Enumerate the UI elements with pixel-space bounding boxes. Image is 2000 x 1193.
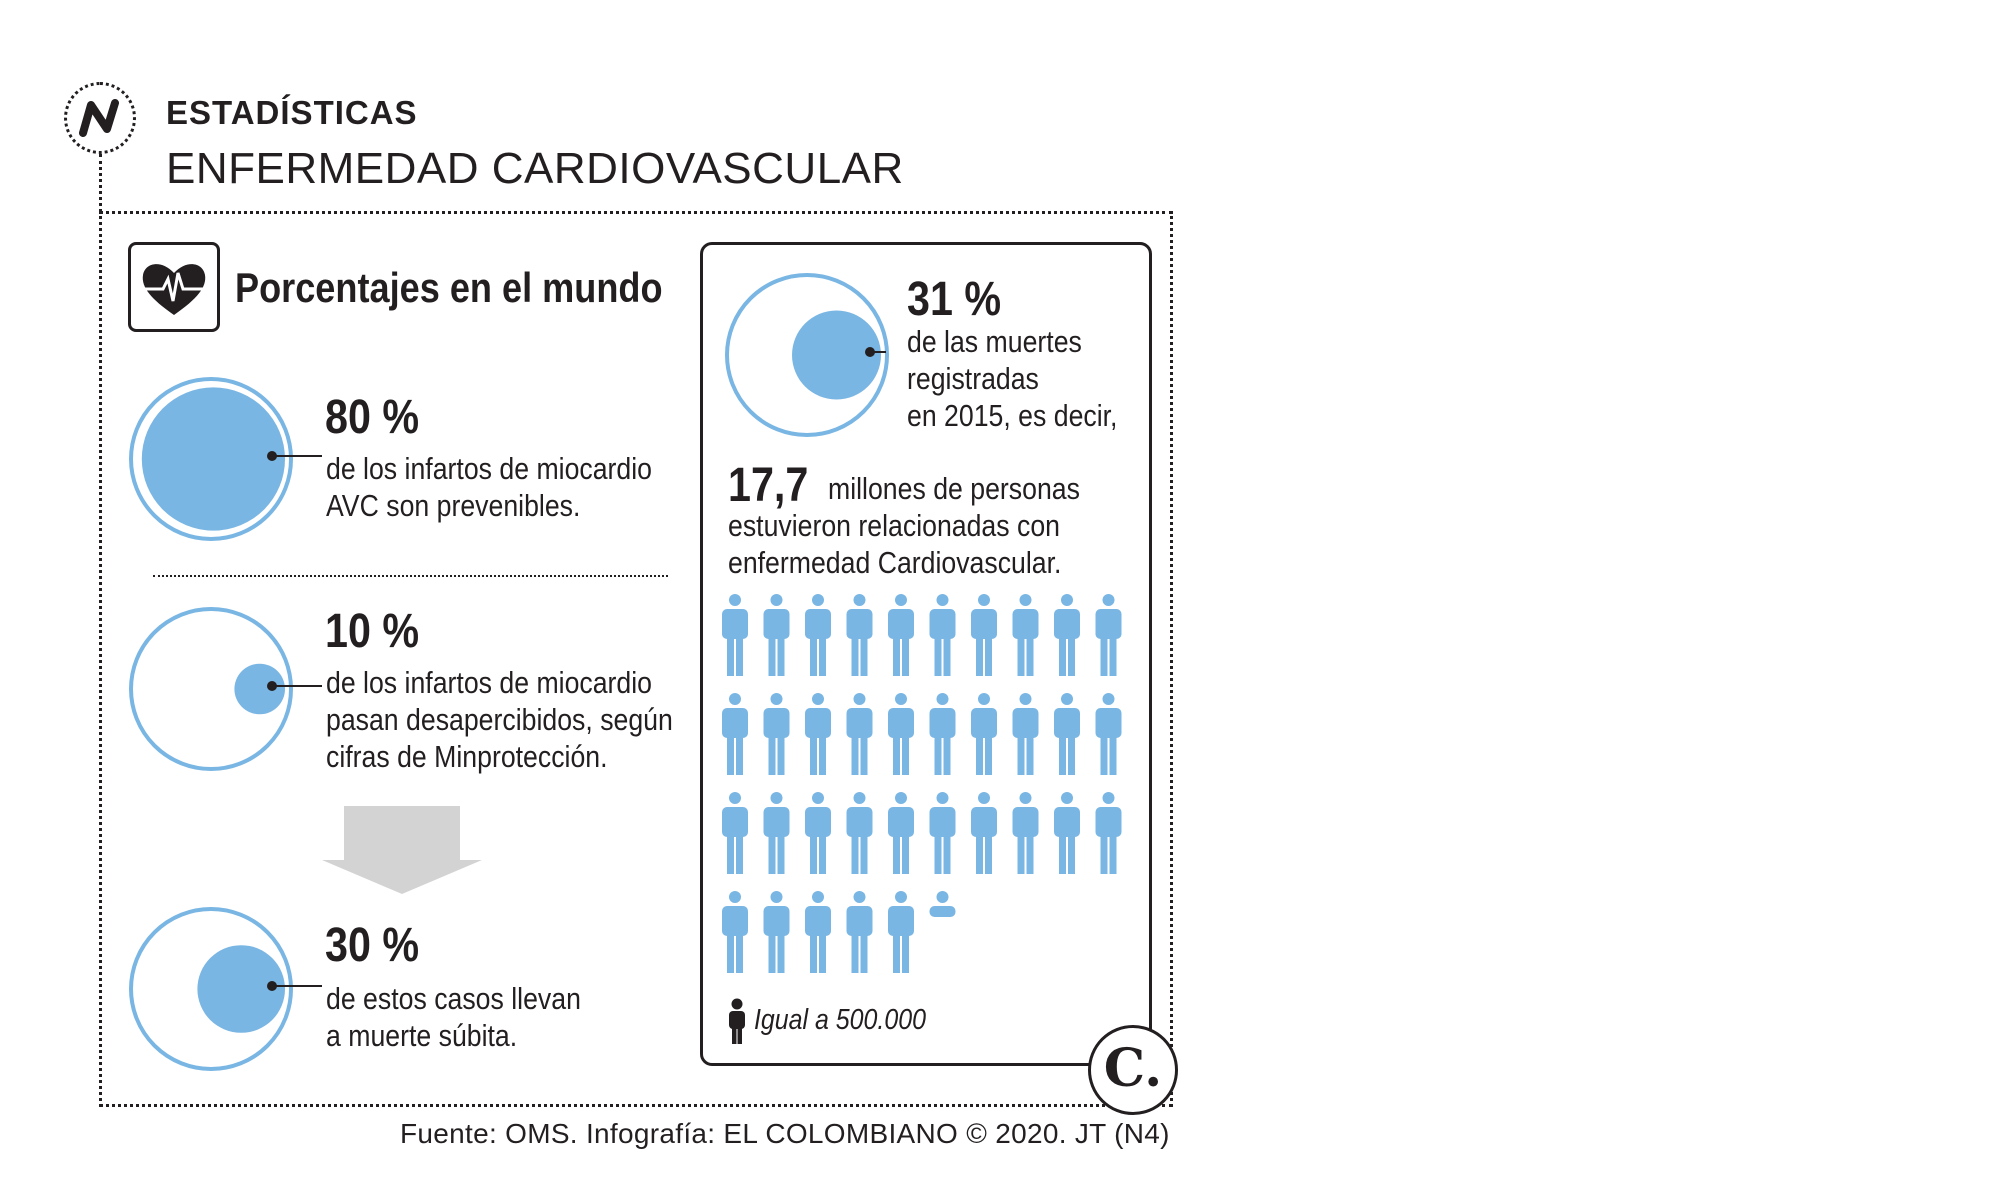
person-icon [764,594,790,676]
person-icon [1013,693,1039,775]
person-icon [1013,594,1039,676]
stat-80-percent: 80 % [325,391,420,444]
person-icon [971,693,997,775]
stat-31-text-3: en 2015, es decir, [907,398,1118,433]
person-icon [847,792,873,874]
source-credit: Fuente: OMS. Infografía: EL COLOMBIANO © 2020. JT (N4) [400,1118,1170,1149]
person-icon [930,792,956,874]
person-icon [764,792,790,874]
stat-10-pointer [266,680,322,692]
person-icon [1054,792,1080,874]
person-icon [722,693,748,775]
person-icon [805,594,831,676]
stat-31-text-2: registradas [907,361,1039,396]
person-icon [888,792,914,874]
legend-text: Igual a 500.000 [754,1004,926,1036]
colombiano-badge [1088,1025,1178,1115]
deaths-text-5: estuvieron relacionadas con [728,508,1060,543]
person-icon [1013,792,1039,874]
person-icon [1096,792,1122,874]
person-icon [805,693,831,775]
n-logo-icon [67,85,133,151]
stat-31-percent: 31 % [907,273,1002,326]
person-icon [722,792,748,874]
person-icon [1096,594,1122,676]
person-icon [764,891,790,973]
stat-10-text-2: pasan desapercibidos, según [326,702,673,737]
person-icon [971,594,997,676]
person-icon [722,891,748,973]
stat-10-percent: 10 % [325,605,420,658]
person-icon [805,891,831,973]
person-icon [847,594,873,676]
stat-80-pointer [266,450,322,462]
stat-10-text-1: de los infartos de miocardio [326,665,653,700]
deaths-text-4: millones de personas [828,471,1080,506]
person-icon [930,594,956,676]
person-icon [764,693,790,775]
down-arrow-icon [322,806,484,894]
millions-value: 17,7 [728,459,809,512]
person-icon [888,693,914,775]
person-icon [1054,693,1080,775]
stat-80-text-2: AVC son prevenibles. [326,488,581,523]
heart-icon-box [128,242,220,332]
person-icon [888,594,914,676]
separator [153,575,668,577]
deaths-text-6: enfermedad Cardiovascular. [728,545,1062,580]
person-icon [805,792,831,874]
person-icon [888,891,914,973]
stat-31-text-1: de las muertes [907,324,1082,359]
person-icon [930,693,956,775]
stat-10-text-3: cifras de Minprotección. [326,739,608,774]
stat-30-percent: 30 % [325,919,420,972]
person-icon [722,594,748,676]
people-pictogram [718,594,1138,984]
connector-line [99,154,102,212]
stat-30-pointer [266,980,322,992]
heart-pulse-icon [131,245,217,329]
person-icon [1096,693,1122,775]
person-legend-icon [726,998,748,1044]
person-icon [847,693,873,775]
person-icon-partial [930,891,956,917]
stat-30-text-1: de estos casos llevan [326,981,581,1016]
page-title: ENFERMEDAD CARDIOVASCULAR [166,144,904,193]
stat-31-pointer [864,346,886,358]
section-label: ESTADÍSTICAS [166,94,418,131]
person-icon [847,891,873,973]
badge-letter: C. [1103,1038,1163,1099]
person-icon [971,792,997,874]
stat-80-text-1: de los infartos de miocardio [326,451,653,486]
world-heading: Porcentajes en el mundo [235,264,663,311]
brand-logo [64,82,136,154]
person-icon [1054,594,1080,676]
stat-30-text-2: a muerte súbita. [326,1018,518,1053]
stat-80-fill [142,387,285,530]
